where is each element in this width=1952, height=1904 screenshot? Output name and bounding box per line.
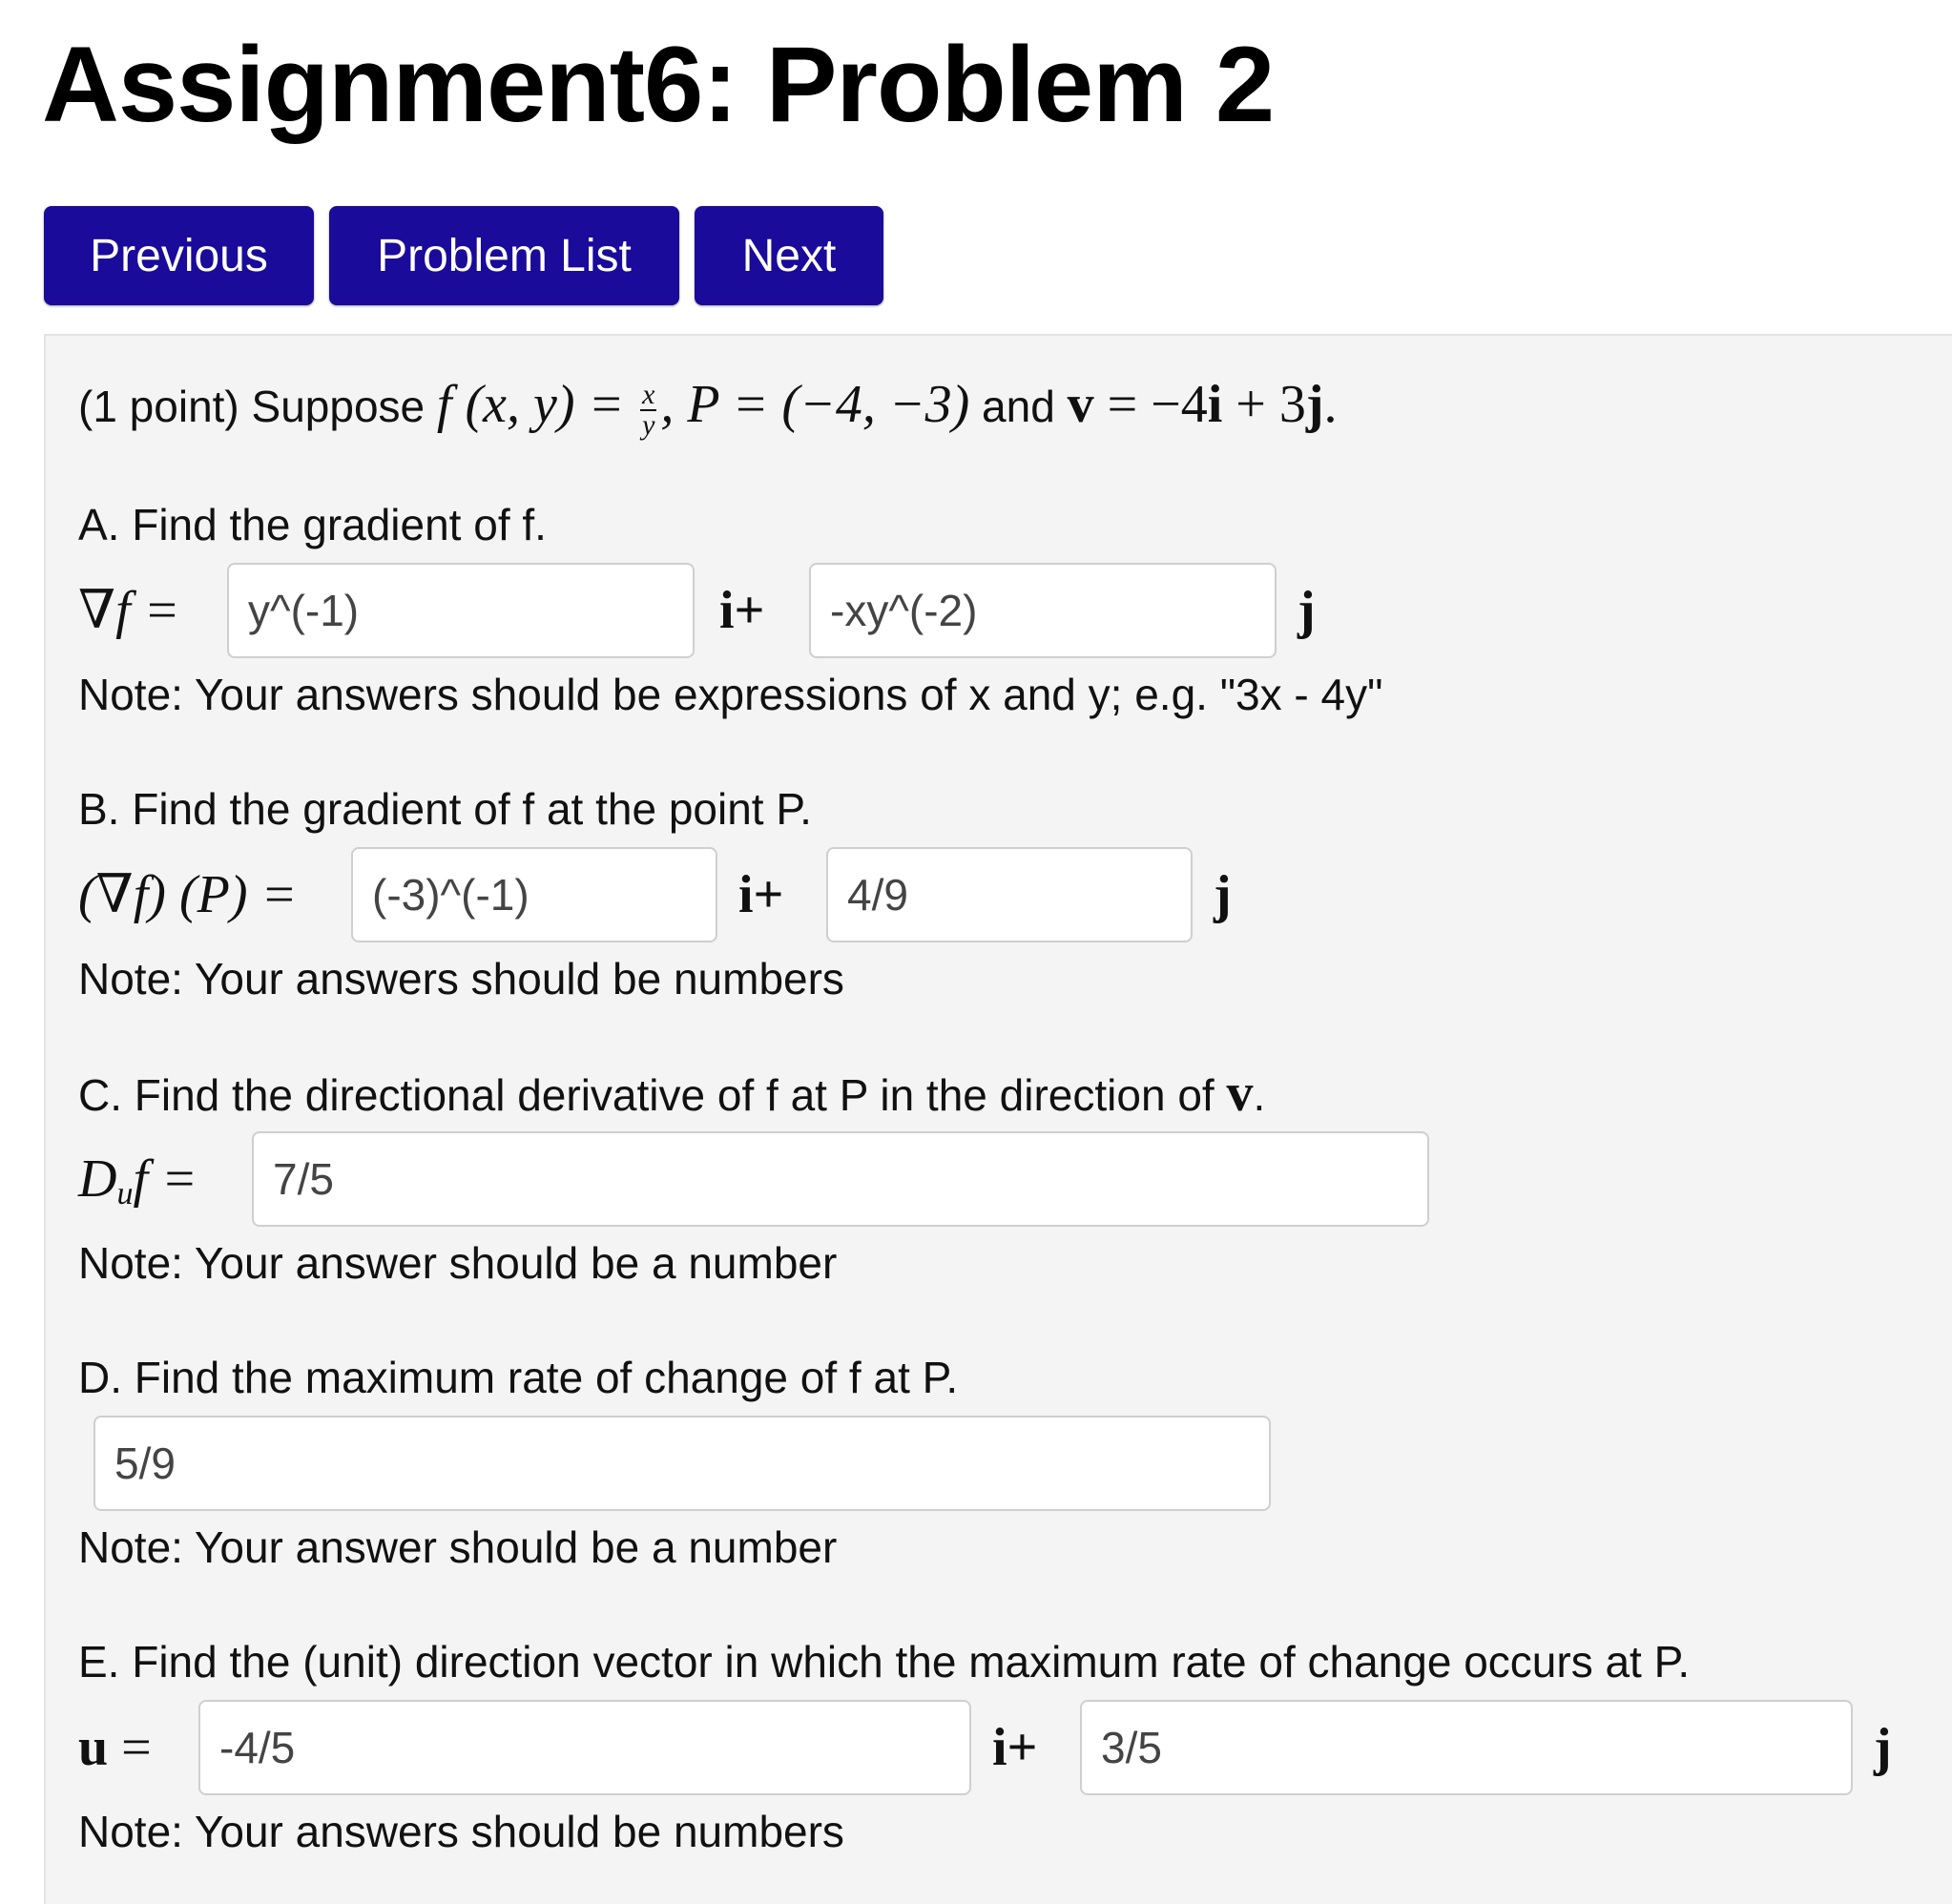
points-label: (1 point) (78, 382, 239, 431)
part-c-period: . (1253, 1070, 1266, 1120)
part-d-question: D. Find the maximum rate of change of f at P. (78, 1353, 959, 1402)
part-a-j-unit: j (1298, 581, 1316, 640)
part-e-i-input[interactable] (198, 1700, 971, 1795)
part-e-j-unit: j (1874, 1718, 1892, 1777)
part-e-j-input[interactable] (1080, 1700, 1853, 1795)
part-e-i-unit: i+ (992, 1718, 1038, 1777)
j-unit-symbol: j (1305, 375, 1324, 434)
part-a-j-input[interactable] (809, 563, 1277, 658)
problem-panel (44, 334, 1952, 1904)
part-e-note: Note: Your answers should be numbers (78, 1807, 844, 1856)
part-c-d-symbol: D (78, 1149, 117, 1209)
problem-nav (44, 206, 883, 305)
part-b-j-input[interactable] (826, 847, 1193, 942)
page-title: Assignment6: Problem 2 (42, 25, 1275, 144)
part-c-question (78, 1065, 1265, 1124)
statement-period: . (1323, 375, 1338, 434)
part-a-i-unit: i+ (719, 581, 765, 640)
part-c-question-text: C. Find the directional derivative of f at P in the direction of (78, 1070, 1227, 1120)
part-c-input[interactable] (252, 1131, 1429, 1227)
vector-v-symbol: v (1067, 375, 1094, 434)
part-d-input[interactable] (93, 1416, 1271, 1511)
plus-three: + 3 (1222, 375, 1306, 434)
problem-statement (78, 376, 1338, 440)
part-e-question: E. Find the (unit) direction vector in which the maximum rate of change occurs at P. (78, 1637, 1691, 1687)
part-a-lhs: ∇f = (78, 581, 180, 640)
vector-v-eq: = −4 (1093, 375, 1208, 434)
part-c-lhs (78, 1150, 197, 1223)
part-e-lhs (78, 1719, 152, 1776)
part-b-note: Note: Your answers should be numbers (78, 954, 844, 1004)
i-unit-symbol: i (1207, 375, 1223, 434)
fraction-x-over-y (640, 378, 656, 441)
suppose-label: Suppose (251, 382, 426, 431)
and-label: and (982, 382, 1055, 431)
fraction-denominator: y (642, 408, 655, 441)
function-definition: f (x, y) = (436, 375, 625, 434)
fraction-numerator: x (642, 378, 655, 410)
part-e-eq: = (108, 1718, 152, 1777)
problem-list-button[interactable]: Problem List (329, 206, 679, 305)
part-b-j-unit: j (1214, 865, 1232, 924)
part-c-f-eq: f = (133, 1149, 197, 1209)
part-a-question: A. Find the gradient of f. (78, 500, 547, 549)
part-a-note: Note: Your answers should be expressions of x and y; e.g. "3x - 4y" (78, 670, 1383, 719)
part-c-note: Note: Your answer should be a number (78, 1238, 838, 1288)
part-c-v-symbol: v (1226, 1064, 1254, 1123)
next-button[interactable]: Next (695, 206, 883, 305)
part-b-i-input[interactable] (351, 847, 717, 942)
previous-button[interactable]: Previous (44, 206, 314, 305)
part-b-i-unit: i+ (738, 865, 784, 924)
point-p-definition: , P = (−4, −3) (660, 375, 970, 434)
part-d-note: Note: Your answer should be a number (78, 1522, 838, 1572)
part-e-u-symbol: u (78, 1718, 109, 1777)
part-b-question: B. Find the gradient of f at the point P. (78, 784, 812, 834)
part-b-lhs: (∇f) (P) = (78, 865, 298, 924)
part-c-subscript-u: u (116, 1176, 134, 1211)
part-a-i-input[interactable] (227, 563, 695, 658)
